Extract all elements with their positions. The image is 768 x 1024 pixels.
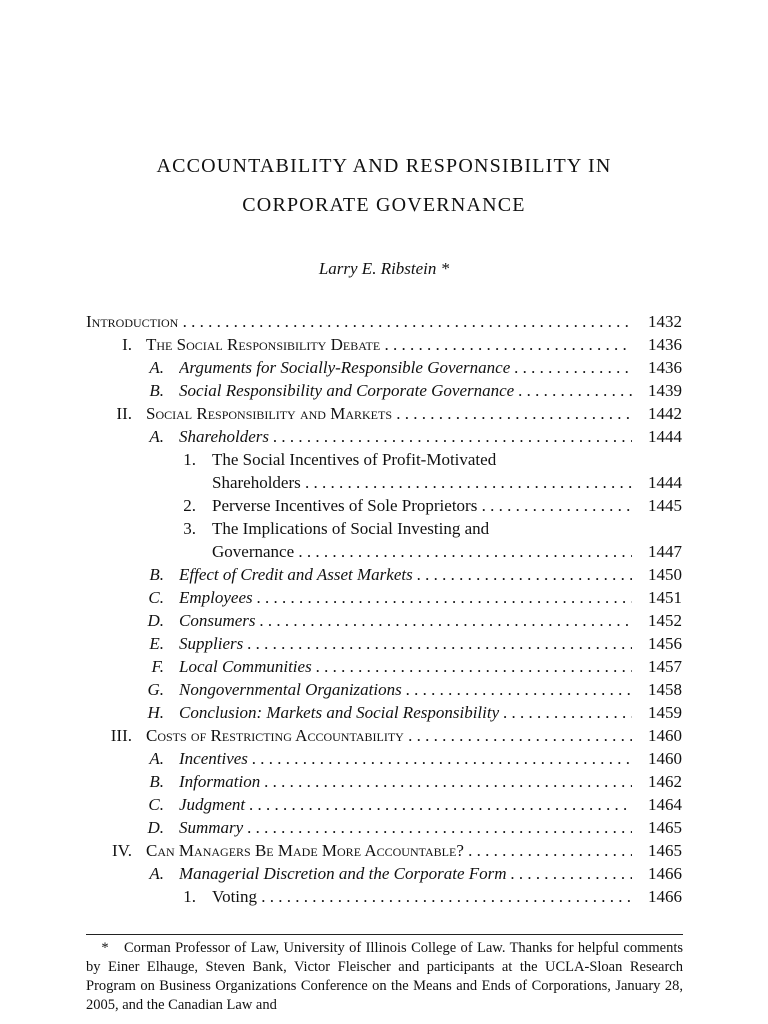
toc-entry-page: 1432 [648, 312, 682, 331]
toc-entry [0, 701, 768, 724]
toc-entry-title: The Social Incentives of Profit-Motivated [212, 450, 497, 469]
toc-entry [0, 839, 768, 862]
toc-entry [0, 816, 768, 839]
toc-entry-page: 1460 [648, 726, 682, 745]
toc-entry-number: E. [149, 634, 164, 653]
toc-entry-number: 1. [183, 887, 196, 906]
toc-entry-title: Local Communities . . . [179, 655, 632, 678]
toc-entry-title: Costs of Restricting Accountability . . . [146, 724, 632, 747]
toc-entry-page: 1436 [648, 358, 682, 377]
toc-entry-number: B. [149, 565, 164, 584]
footnote-text: Corman Professor of Law, University of Illinois College of Law. Thanks for helpful comments by Einer Elhauge, Steven Bank, Victor Fleischer and participants at the UCLA-Sloan Research Program on Business Organizations Conference on the Means and Ends of Corporations, January 28, 2005, and the Canadian Law and [86, 940, 683, 1013]
toc-entry-number: A. [149, 864, 164, 883]
toc-entry-number: A. [149, 427, 164, 446]
toc-entry-title: Introduction . . . [86, 310, 632, 333]
toc-entry-page: 1466 [648, 864, 682, 883]
toc-entry [0, 632, 768, 655]
toc-entry-number: B. [149, 381, 164, 400]
toc-entry-page: 1462 [648, 772, 682, 791]
toc-entry-title: Consumers . . . [179, 609, 632, 632]
toc-entry-number: 1. [183, 450, 196, 469]
toc-entry-number: A. [149, 749, 164, 768]
toc-entry-page: 1459 [648, 703, 682, 722]
toc-entry [0, 356, 768, 379]
toc-entry-number: III. [110, 726, 132, 745]
toc-entry-title: Nongovernmental Organizations . . . [179, 678, 632, 701]
toc-entry-number: C. [148, 588, 164, 607]
article-title-line-1: ACCOUNTABILITY AND RESPONSIBILITY IN [156, 155, 612, 177]
toc-entry [0, 655, 768, 678]
toc-entry-number: D. [147, 611, 164, 630]
toc-entry [0, 402, 768, 425]
toc-entry-page: 1458 [648, 680, 682, 699]
toc-entry [0, 494, 768, 517]
toc-entry-title: Incentives . . . [179, 747, 632, 770]
toc-entry-number: H. [147, 703, 164, 722]
footnote-marker: * [101, 940, 109, 956]
footnote [86, 939, 683, 1015]
toc-entry-title: Suppliers . . . [179, 632, 632, 655]
toc-entry-number: C. [148, 795, 164, 814]
toc-entry-page: 1452 [648, 611, 682, 630]
toc-entry-page: 1465 [648, 818, 682, 837]
toc-entry [0, 747, 768, 770]
toc-entry [0, 678, 768, 701]
toc-entry [0, 310, 768, 333]
toc-entry [0, 448, 768, 471]
toc-entry [0, 862, 768, 885]
toc-entry-page: 1457 [648, 657, 682, 676]
toc-entry [0, 586, 768, 609]
toc-entry-number: IV. [112, 841, 132, 860]
toc-entry-title: Information . . . [179, 770, 632, 793]
article-title-line-2: CORPORATE GOVERNANCE [242, 194, 526, 216]
toc-entry-title: Effect of Credit and Asset Markets . . . [179, 563, 632, 586]
toc-entry-number: II. [116, 404, 132, 423]
toc-entry-number: G. [147, 680, 164, 699]
toc-entry [0, 793, 768, 816]
toc-entry-title: Governance . . . [212, 540, 632, 563]
toc-entry-title: The Implications of Social Investing and [212, 519, 490, 538]
toc-entry-title: Managerial Discretion and the Corporate Form . . . [179, 862, 632, 885]
author-name: Larry E. Ribstein * [318, 259, 450, 278]
toc-entry-number: D. [147, 818, 164, 837]
toc-entry [0, 517, 768, 540]
toc-entry [0, 379, 768, 402]
toc-entry-page: 1445 [648, 496, 682, 515]
toc-entry-title: Social Responsibility and Corporate Governance . . . [179, 379, 632, 402]
toc-entry [0, 724, 768, 747]
toc-entry-title: The Social Responsibility Debate . . . [146, 333, 632, 356]
toc-entry [0, 540, 768, 563]
toc-entry-number: 2. [183, 496, 196, 515]
toc-entry-page: 1444 [648, 473, 682, 492]
toc-entry-page: 1444 [648, 427, 682, 446]
toc-entry-number: I. [122, 335, 132, 354]
toc-entry-title: Social Responsibility and Markets . . . [146, 402, 632, 425]
toc-entry-title: Conclusion: Markets and Social Responsibility . . . [179, 701, 632, 724]
toc-entry-title: Employees . . . [179, 586, 632, 609]
toc-entry-number: 3. [183, 519, 196, 538]
toc-entry [0, 425, 768, 448]
toc-entry-page: 1466 [648, 887, 682, 906]
toc-entry [0, 770, 768, 793]
toc-entry-title: Arguments for Socially-Responsible Governance . . . [179, 356, 632, 379]
toc-entry-number: F. [151, 657, 164, 676]
toc-entry-title: Summary . . . [179, 816, 632, 839]
toc-entry-page: 1464 [648, 795, 682, 814]
toc-entry [0, 333, 768, 356]
toc-entry-page: 1465 [648, 841, 682, 860]
toc-entry-title: Shareholders . . . [212, 471, 632, 494]
toc-entry-page: 1460 [648, 749, 682, 768]
toc-entry [0, 885, 768, 908]
toc-entry [0, 609, 768, 632]
toc-entry-title: Shareholders . . . [179, 425, 632, 448]
toc-entry-number: B. [149, 772, 164, 791]
toc-entry-page: 1436 [648, 335, 682, 354]
toc-entry-page: 1442 [648, 404, 682, 423]
toc-entry-title: Can Managers Be Made More Accountable? . . . [146, 839, 632, 862]
toc-entry-title: Voting . . . [212, 885, 632, 908]
footnote-divider [86, 934, 683, 935]
toc-entry-page: 1456 [648, 634, 682, 653]
toc-entry-title: Judgment . . . [179, 793, 632, 816]
toc-entry-number: A. [149, 358, 164, 377]
toc-entry [0, 471, 768, 494]
toc-entry-page: 1450 [648, 565, 682, 584]
toc-entry-title: Perverse Incentives of Sole Proprietors . . . [212, 494, 632, 517]
toc-entry-page: 1447 [648, 542, 682, 561]
toc-entry [0, 563, 768, 586]
toc-entry-page: 1451 [648, 588, 682, 607]
toc-entry-page: 1439 [648, 381, 682, 400]
